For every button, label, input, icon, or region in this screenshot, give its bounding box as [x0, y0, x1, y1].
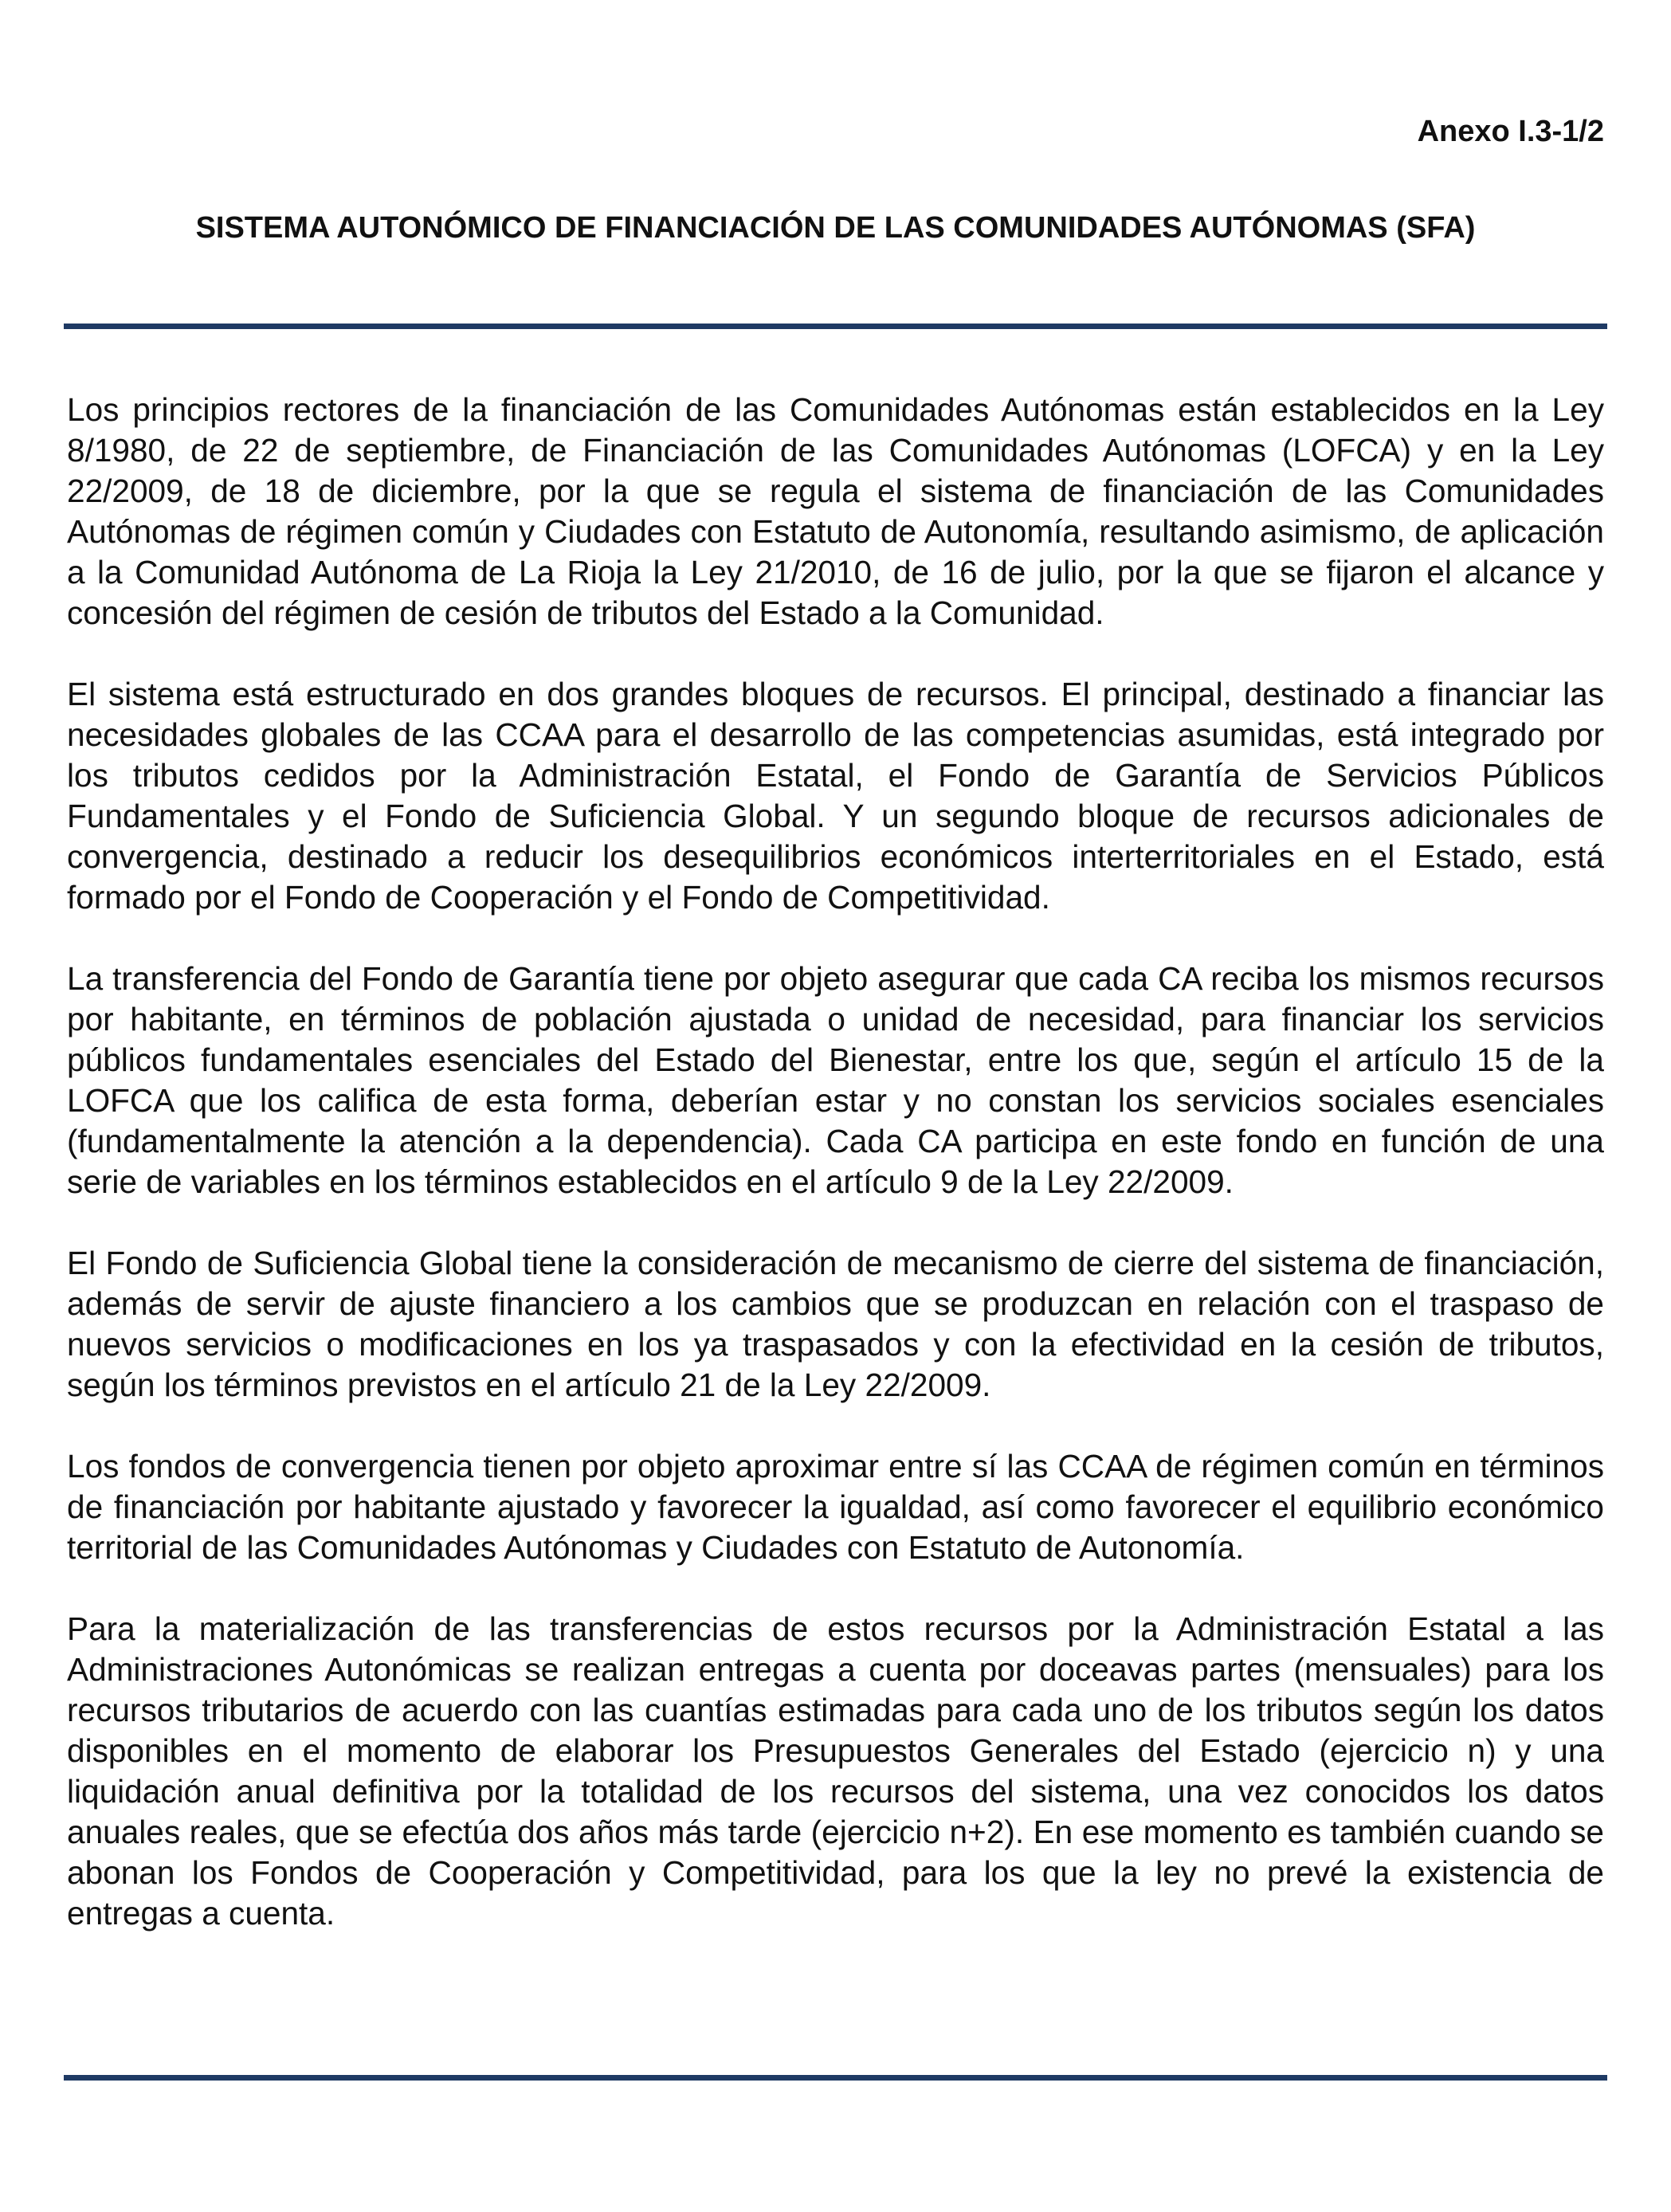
paragraph-1: Los principios rectores de la financiación de las Comunidades Autónomas están establecidos en la Ley 8/1980, de 22 de septiembre, de Financiación de las Comunidades Autónomas (LOFCA) y en la Ley 22/2009, de 18 de diciembre, por la que se regula el sistema de financiación de las Comunidades Autónomas de régimen común y Ciudades con Estatuto de Autonomía, resultando asimismo, de aplicación a la Comunidad Autónoma de La Rioja la Ley 21/2010, de 16 de julio, por la que se fijaron el alcance y concesión del régimen de cesión de tributos del Estado a la Comunidad. — [67, 391, 1604, 631]
bottom-divider — [64, 2075, 1607, 2081]
document-title: SISTEMA AUTONÓMICO DE FINANCIACIÓN DE LAS COMUNIDADES AUTÓNOMAS (SFA) — [195, 211, 1476, 245]
paragraph-5: Los fondos de convergencia tienen por objeto aproximar entre sí las CCAA de régimen común en términos de financiación por habitante ajustado y favorecer la igualdad, así como favorecer el equilibrio económico territorial de las Comunidades Autónomas y Ciudades con Estatuto de Autonomía. — [67, 1448, 1604, 1566]
annex-label: Anexo I.3-1/2 — [1417, 115, 1604, 148]
paragraph-2: El sistema está estructurado en dos grandes bloques de recursos. El principal, destinado a financiar las necesidades globales de las CCAA para el desarrollo de las competencias asumidas, está integrado por los tributos cedidos por la Administración Estatal, el Fondo de Garantía de Servicios Públicos Fundamentales y el Fondo de Suficiencia Global. Y un segundo bloque de recursos adicionales de convergencia, destinado a reducir los desequilibrios económicos interterritoriales en el Estado, está formado por el Fondo de Cooperación y el Fondo de Competitividad. — [67, 676, 1604, 916]
document-body — [67, 390, 1604, 1975]
paragraph-6: Para la materialización de las transferencias de estos recursos por la Administración Estatal a las Administraciones Autonómicas se realizan entregas a cuenta por doceavas partes (mensuales) para los recursos tributarios de acuerdo con las cuantías estimadas para cada uno de los tributos según los datos disponibles en el momento de elaborar los Presupuestos Generales del Estado (ejercicio n) y una liquidación anual definitiva por la totalidad de los recursos del sistema, una vez conocidos los datos anuales reales, que se efectúa dos años más tarde (ejercicio n+2). En ese momento es también cuando se abonan los Fondos de Cooperación y Competitividad, para los que la ley no prevé la existencia de entregas a cuenta. — [67, 1610, 1604, 1932]
paragraph-4: El Fondo de Suficiencia Global tiene la consideración de mecanismo de cierre del sistema de financiación, además de servir de ajuste financiero a los cambios que se produzcan en relación con el traspaso de nuevos servicios o modificaciones en los ya traspasados y con la efectividad en la cesión de tributos, según los términos previstos en el artículo 21 de la Ley 22/2009. — [67, 1245, 1604, 1403]
paragraph-3: La transferencia del Fondo de Garantía tiene por objeto asegurar que cada CA reciba los mismos recursos por habitante, en términos de población ajustada o unidad de necesidad, para financiar los servicios públicos fundamentales esenciales del Estado del Bienestar, entre los que, según el artículo 15 de la LOFCA que los califica de esta forma, deberían estar y no constan los servicios sociales esenciales (fundamentalmente la atención a la dependencia). Cada CA participa en este fondo en función de una serie de variables en los términos establecidos en el artículo 9 de la Ley 22/2009. — [67, 960, 1604, 1200]
top-divider — [64, 324, 1607, 329]
